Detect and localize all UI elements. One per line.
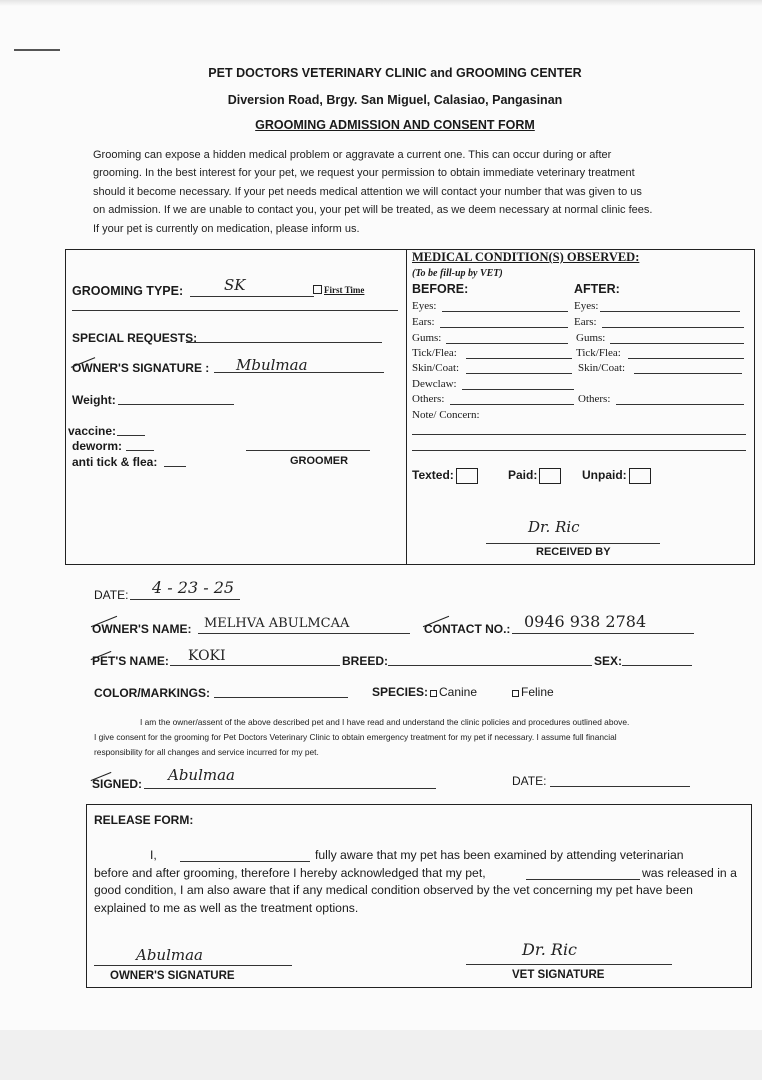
species-canine-option[interactable] [430,685,477,699]
before-dewclaw-field[interactable] [462,389,574,390]
release-text-b: before and after grooming, therefore I hereby acknowledged that my pet, [94,866,486,880]
breed-label: BREED: [342,654,389,668]
grooming-type-value: SK [224,276,246,294]
after-others-field[interactable] [616,404,744,405]
after-gums-field[interactable] [610,343,744,344]
release-text-e: explained to me as well as the treatment options. [94,901,359,915]
after-skincoat-label: Skin/Coat: [578,362,626,374]
consent-date-field[interactable] [550,786,690,787]
note-concern-label: Note/ Concern: [412,409,480,421]
canine-label: Canine [439,685,478,699]
form-title: GROOMING ADMISSION AND CONSENT FORM [255,118,535,132]
medical-subtitle: (To be fill-up by VET) [412,268,503,279]
intro-line: should it become necessary. If your pet needs medical attention we will contact your number that was given to us [93,185,642,198]
breed-field[interactable] [388,665,592,666]
date-field[interactable] [130,599,240,600]
intro-line: If your pet is currently on medication, please inform us. [93,222,360,235]
unpaid-option[interactable] [582,468,651,484]
after-ears-label: Ears: [574,316,597,328]
release-vet-signature: Dr. Ric [522,940,578,959]
groomer-label: GROOMER [290,455,349,467]
release-pet-field[interactable] [526,879,640,880]
received-by-line[interactable] [486,543,660,544]
pet-name-value: KOKI [188,648,226,664]
release-name-field[interactable] [180,861,310,862]
release-vet-sig-line[interactable] [466,964,672,965]
paid-option[interactable] [508,468,561,484]
grooming-type-field[interactable] [190,296,314,297]
before-eyes-field[interactable] [442,311,568,312]
after-heading: AFTER: [574,282,620,296]
after-tickflea-field[interactable] [628,358,744,359]
after-skincoat-field[interactable] [634,373,742,374]
intro-line: on admission. If we are unable to contact you, your pet will be treated, as we deem necessary at normal clinic fees. [93,204,653,217]
vaccine-label: vaccine: [68,424,117,438]
before-ears-field[interactable] [440,327,568,328]
medical-title: MEDICAL CONDITION(S) OBSERVED: [412,250,640,264]
texted-label: Texted: [412,468,454,483]
grooming-type-extra-line [72,310,398,311]
scan-mark [14,49,60,51]
sex-field[interactable] [622,665,692,666]
intro-line: Grooming can expose a hidden medical problem or aggravate a current one. This can occur during or after [93,149,612,161]
before-others-label: Others: [412,393,445,405]
note-line-1[interactable] [412,434,746,435]
texted-option[interactable] [412,468,478,484]
unpaid-checkbox[interactable] [629,468,651,484]
after-ears-field[interactable] [602,327,744,328]
groomer-signature-line[interactable] [246,450,370,451]
deworm-field[interactable] [126,450,154,451]
clinic-name: PET DOCTORS VETERINARY CLINIC and GROOMING CENTER [208,66,582,80]
intro-line: grooming. In the best interest for your pet, we request your permission to obtain immediate veterinary treatment [93,167,635,180]
canine-checkbox[interactable] [430,690,437,697]
texted-checkbox[interactable] [456,468,478,484]
before-tickflea-field[interactable] [466,358,572,359]
weight-field[interactable] [118,404,234,405]
release-text-a: fully aware that my pet has been examined by attending veterinarian [315,848,684,862]
contact-field[interactable] [512,633,694,634]
signed-label: SIGNED: [92,777,143,791]
before-dewclaw-label: Dewclaw: [412,378,457,390]
owner-name-field[interactable] [198,633,410,634]
consent-date-label: DATE: [512,774,547,788]
pet-name-label: PET'S NAME: [92,654,169,668]
contact-value: 0946 938 2784 [524,612,647,631]
clinic-address: Diversion Road, Brgy. San Miguel, Calasiao, Pangasinan [227,93,563,107]
after-gums-label: Gums: [576,332,606,344]
consent-line-2: I give consent for the grooming for Pet Doctors Veterinary Clinic to obtain emergency treatment for my pet if necessary. I assume full financial [94,732,617,742]
color-markings-label: COLOR/MARKINGS: [94,686,210,700]
first-time-checkbox[interactable] [313,285,322,294]
pet-name-field[interactable] [170,665,340,666]
release-owner-sig-label: OWNER'S SIGNATURE [110,970,235,982]
owner-name-label: OWNER'S NAME: [92,622,192,636]
received-by-label: RECEIVED BY [536,546,611,558]
paid-checkbox[interactable] [539,468,561,484]
intro-paragraph [93,146,697,238]
after-eyes-field[interactable] [600,311,740,312]
species-label: SPECIES: [372,685,429,699]
owner-name-value: MELHVA ABULMCAA [204,616,350,631]
signed-field[interactable] [144,788,436,789]
release-text-d: good condition, I am also aware that if any medical condition observed by the vet concerning my pet have been [94,883,693,897]
received-by-signature: Dr. Ric [528,518,580,536]
feline-checkbox[interactable] [512,690,519,697]
deworm-label: deworm: [72,439,123,453]
vaccine-field[interactable] [117,435,145,436]
feline-label: Feline [521,685,554,699]
signed-value: Abulmaa [168,766,236,784]
before-eyes-label: Eyes: [412,300,437,312]
paper-edge [0,0,762,6]
owner-signature-label: OWNER'S SIGNATURE : [72,361,210,375]
special-requests-label: SPECIAL REQUESTS: [72,331,198,345]
weight-label: Weight: [72,393,116,407]
consent-line-3: responsibility for all changes and service incurred for my pet. [94,747,319,757]
before-tickflea-label: Tick/Flea: [412,347,457,359]
release-text-c: was released in a [642,866,737,880]
before-skincoat-field[interactable] [466,373,572,374]
release-vet-sig-label: VET SIGNATURE [512,969,605,981]
before-heading: BEFORE: [412,282,469,296]
before-ears-label: Ears: [412,316,435,328]
anti-tick-field[interactable] [164,466,186,467]
paid-label: Paid: [508,468,538,483]
note-line-2[interactable] [412,450,746,451]
contact-label: CONTACT NO.: [424,622,511,636]
before-skincoat-label: Skin/Coat: [412,362,460,374]
release-owner-signature: Abulmaa [136,946,204,964]
color-markings-field[interactable] [214,697,348,698]
first-time-label: First Time [324,285,365,295]
before-others-field[interactable] [450,404,574,405]
medical-panel [406,249,755,565]
consent-line-1: I am the owner/assent of the above described pet and I have read and understand the clinic policies and procedures outlined above. [140,717,630,727]
date-value: 4 - 23 - 25 [152,578,235,597]
grooming-type-label: GROOMING TYPE: [72,284,184,298]
release-text-i: I, [150,848,157,862]
after-others-label: Others: [578,393,611,405]
date-label: DATE: [94,588,129,602]
special-requests-field[interactable] [186,342,382,343]
unpaid-label: Unpaid: [582,468,627,483]
release-owner-sig-line[interactable] [94,965,292,966]
sex-label: SEX: [594,654,623,668]
before-gums-field[interactable] [446,343,568,344]
before-gums-label: Gums: [412,332,442,344]
release-form-title: RELEASE FORM: [94,813,194,827]
owner-signature-value: Mbulmaa [236,356,308,374]
species-feline-option[interactable] [512,685,554,699]
after-eyes-label: Eyes: [574,300,599,312]
after-tickflea-label: Tick/Flea: [576,347,621,359]
first-time-option[interactable] [313,285,364,295]
scan-background [0,1030,762,1080]
anti-tick-label: anti tick & flea: [72,455,158,469]
